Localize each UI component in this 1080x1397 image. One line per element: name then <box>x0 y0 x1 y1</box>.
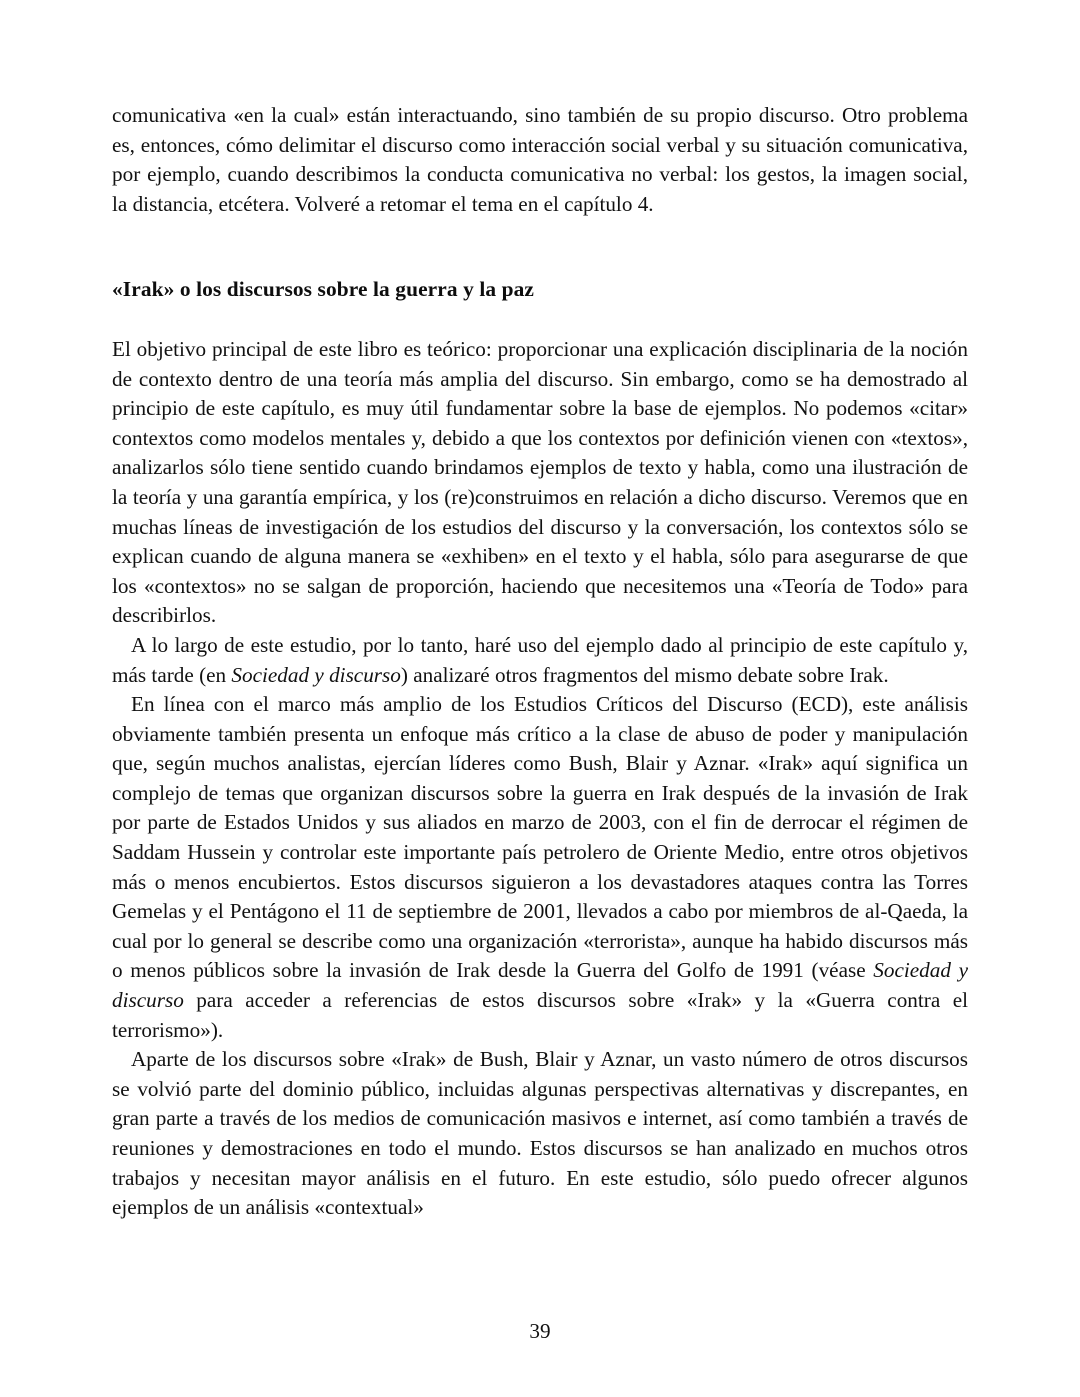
section-heading: «Irak» o los discursos sobre la guerra y la paz <box>112 277 535 302</box>
paragraph-2-text-after: ) analizaré otros fragmentos del mismo debate sobre Irak. <box>400 662 889 687</box>
page-content <box>112 101 968 1223</box>
book-title-sociedad-y-discurso: Sociedad y discurso <box>231 662 401 687</box>
paragraph-3-text-after: para acceder a referencias de estos discursos sobre «Irak» y la «Guerra contra el terrorismo»). <box>112 988 968 1042</box>
spacer-after-heading <box>112 305 968 335</box>
spacer-before-heading <box>112 219 968 275</box>
paragraph-4: Aparte de los discursos sobre «Irak» de Bush, Blair y Aznar, un vasto número de otros discursos se volvió parte del dominio público, incluidas algunas perspectivas alternativas y discrepantes, en gran parte a través de los medios de comunicación masivos e internet, así como también a través de reuniones y demostraciones en todo el mundo. Estos discursos se han analizado en muchos otros trabajos y necesitan mayor análisis en el futuro. En este estudio, sólo puedo ofrecer algunos ejemplos de un análisis «contextual» <box>112 1047 968 1220</box>
paragraph-2 <box>112 631 968 690</box>
intro-paragraph: comunicativa «en la cual» están interactuando, sino también de su propio discurso. Otro problema es, entonces, cómo delimitar el discurso como interacción social verbal y su situación comunicativa, por ejemplo, cuando describimos la conducta comunicativa no verbal: los gestos, la imagen social, la distancia, etcétera. Volveré a retomar el tema en el capítulo 4. <box>112 103 968 216</box>
paragraph-3 <box>112 690 968 1045</box>
paragraph-1: El objetivo principal de este libro es teórico: proporcionar una explicación disciplinaria de la noción de contexto dentro de una teoría más amplia del discurso. Sin embargo, como se ha demostrado al principio de este capítulo, es muy útil fundamentar sobre la base de ejemplos. No podemos «citar» contextos como modelos mentales y, debido a que los contextos por definición vienen con «textos», analizarlos sólo tiene sentido cuando brindamos ejemplos de texto y habla, como una ilustración de la teoría y una garantía empírica, y los (re)construimos en relación a dicho discurso. Veremos que en muchas líneas de investigación de los estudios del discurso y la conversación, los contextos sólo se explican cuando de alguna manera se «exhiben» en el texto y el habla, sólo para asegurarse de que los «contextos» no se salgan de proporción, haciendo que necesitemos una «Teoría de Todo» para describirlos. <box>112 336 968 628</box>
paragraph-3-text-before: En línea con el marco más amplio de los Estudios Críticos del Discurso (ECD), este análisis obviamente también presenta un enfoque más crítico a la clase de abuso de poder y manipulación que, según muchos analistas, ejercían líderes como Bush, Blair y Aznar. «Irak» aquí significa un complejo de temas que organizan discursos sobre la guerra en Irak después de la invasión de Irak por parte de Estados Unidos y sus aliados en marzo de 2003, con el fin de derrocar el régimen de Saddam Hussein y controlar este importante país petrolero de Oriente Medio, entre otros objetivos más o menos encubiertos. Estos discursos siguieron a los devastadores ataques contra las Torres Gemelas y el Pentágono el 11 de septiembre de 2001, llevados a cabo por miembros de al-Qaeda, la cual por lo general se describe como una organización «terrorista», aunque ha habido discursos más o menos públicos sobre la invasión de Irak desde la Guerra del Golfo de 1991 (véase <box>112 692 968 983</box>
page-number: 39 <box>529 1319 551 1343</box>
paragraph-2-text-before: A lo largo de este estudio, por lo tanto, haré uso del ejemplo dado al principio de este capítulo y, más tarde (en <box>112 632 968 687</box>
book-title-sociedad-y-discurso: Sociedad y discurso <box>112 958 968 1013</box>
